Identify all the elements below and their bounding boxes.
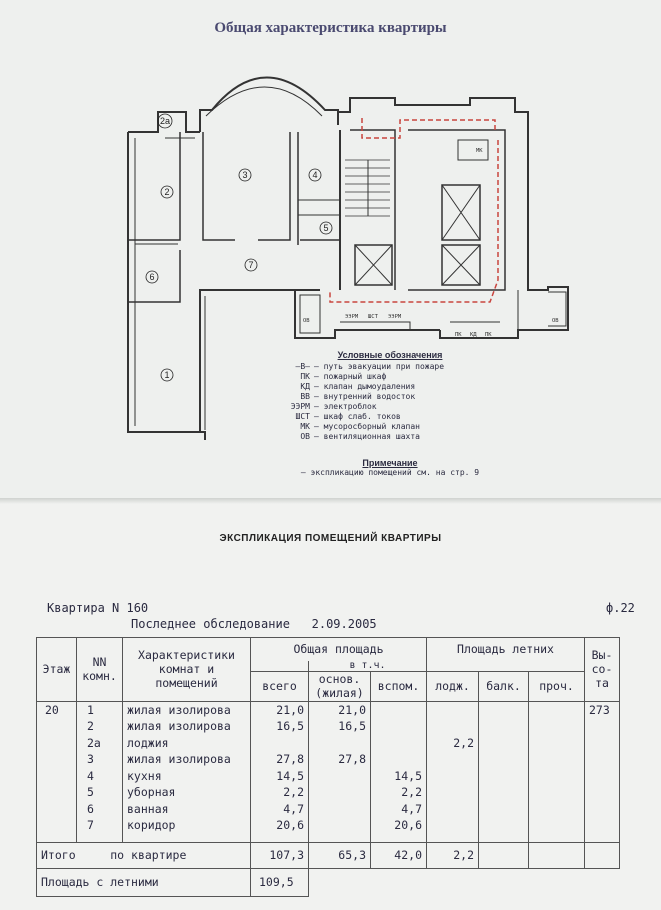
header-nn: NN комн. bbox=[77, 638, 123, 702]
header-other: проч. bbox=[529, 671, 585, 701]
header-total: всего bbox=[251, 671, 309, 701]
note-title: Примечание bbox=[362, 458, 418, 468]
room-marker-3: 3 bbox=[242, 170, 248, 180]
header-height: Вы- со- та bbox=[585, 638, 620, 702]
floor-cell: 20 bbox=[37, 701, 77, 842]
summer-row-value: 109,5 bbox=[251, 868, 309, 896]
survey-date: Последнее обследование 2.09.2005 bbox=[131, 617, 377, 631]
plan-label-pk-2: ПК bbox=[485, 332, 492, 338]
balcony-column bbox=[479, 701, 529, 842]
plan-note bbox=[270, 458, 510, 477]
total-row-label: Итого по квартире bbox=[37, 842, 251, 868]
room-marker-2a: 2а bbox=[159, 116, 171, 126]
apartment-number: Квартира N 160 bbox=[47, 601, 149, 615]
plan-label-sst: ШСТ bbox=[368, 314, 378, 320]
legend-row: ПК — пожарный шкаф bbox=[300, 372, 387, 381]
room-marker-1: 1 bbox=[164, 370, 170, 380]
plan-label-kd: КД bbox=[470, 332, 477, 338]
plan-title: Общая характеристика квартиры bbox=[214, 20, 447, 36]
header-loggia: лодж. bbox=[427, 671, 479, 701]
loggia-column: 2,2 bbox=[427, 701, 479, 842]
room-marker-2: 2 bbox=[164, 187, 170, 197]
total-row-loggia: 2,2 bbox=[427, 842, 479, 868]
plan-label-mk: МК bbox=[476, 148, 483, 154]
legend-row: ОВ — вентиляционная шахта bbox=[300, 432, 420, 441]
note-text: — экспликацию помещений см. на стр. 9 bbox=[300, 468, 480, 477]
room-marker-4: 4 bbox=[312, 170, 318, 180]
plan-legend bbox=[270, 350, 510, 442]
room-marker-6: 6 bbox=[149, 272, 155, 282]
header-incl: в т.ч. bbox=[309, 661, 427, 672]
nn-column: 1 2 2а 3 4 5 6 7 bbox=[77, 701, 123, 842]
total-row-aux: 42,0 bbox=[371, 842, 427, 868]
legend-row: ВВ — внутренний водосток bbox=[300, 392, 416, 401]
legend-row: МК — мусоросборный клапан bbox=[300, 422, 420, 431]
total-row-total: 107,3 bbox=[251, 842, 309, 868]
explication-title: ЭКСПЛИКАЦИЯ ПОМЕЩЕНИЙ КВАРТИРЫ bbox=[219, 533, 442, 544]
header-total-area: Общая площадь bbox=[251, 638, 427, 661]
legend-row: КД — клапан дымоудаления bbox=[300, 382, 416, 391]
explication-table bbox=[36, 637, 620, 897]
header-floor: Этаж bbox=[37, 638, 77, 702]
height-cell: 273 bbox=[585, 701, 620, 842]
legend-title: Условные обозначения bbox=[337, 350, 443, 360]
legend-row: ШСТ — шкаф слаб. токов bbox=[295, 412, 401, 421]
plan-label-pk-1: ПК bbox=[455, 332, 462, 338]
aux-column: 14,5 2,2 4,7 20,6 bbox=[371, 701, 427, 842]
legend-row: —B— — путь эвакуации при пожаре bbox=[295, 362, 445, 371]
plan-label-eerm-1: ЭЭРМ bbox=[345, 314, 359, 320]
header-summer-area: Площадь летних bbox=[427, 638, 585, 661]
form-code: ф.22 bbox=[606, 601, 635, 615]
summer-row-label: Площадь с летними bbox=[37, 868, 251, 896]
total-column: 21,0 16,5 27,8 14,5 2,2 4,7 20,6 bbox=[251, 701, 309, 842]
name-column: жилая изолирова жилая изолирова лоджия жилая изолирова кухня уборная ванная коридор bbox=[123, 701, 251, 842]
header-main: основ. (жилая) bbox=[309, 671, 371, 701]
plan-label-ov-2: ОВ bbox=[552, 318, 559, 324]
legend-row: ЭЭРМ — электроблок bbox=[290, 402, 377, 411]
room-marker-7: 7 bbox=[248, 260, 254, 270]
header-characteristics: Характеристики комнат и помещений bbox=[123, 638, 251, 702]
other-column bbox=[529, 701, 585, 842]
main-column: 21,0 16,5 27,8 bbox=[309, 701, 371, 842]
header-balcony: балк. bbox=[479, 671, 529, 701]
header-aux: вспом. bbox=[371, 671, 427, 701]
room-marker-5: 5 bbox=[323, 223, 329, 233]
total-row-main: 65,3 bbox=[309, 842, 371, 868]
plan-label-eerm-2: ЭЭРМ bbox=[388, 314, 402, 320]
plan-label-ov-1: ОВ bbox=[303, 318, 310, 324]
